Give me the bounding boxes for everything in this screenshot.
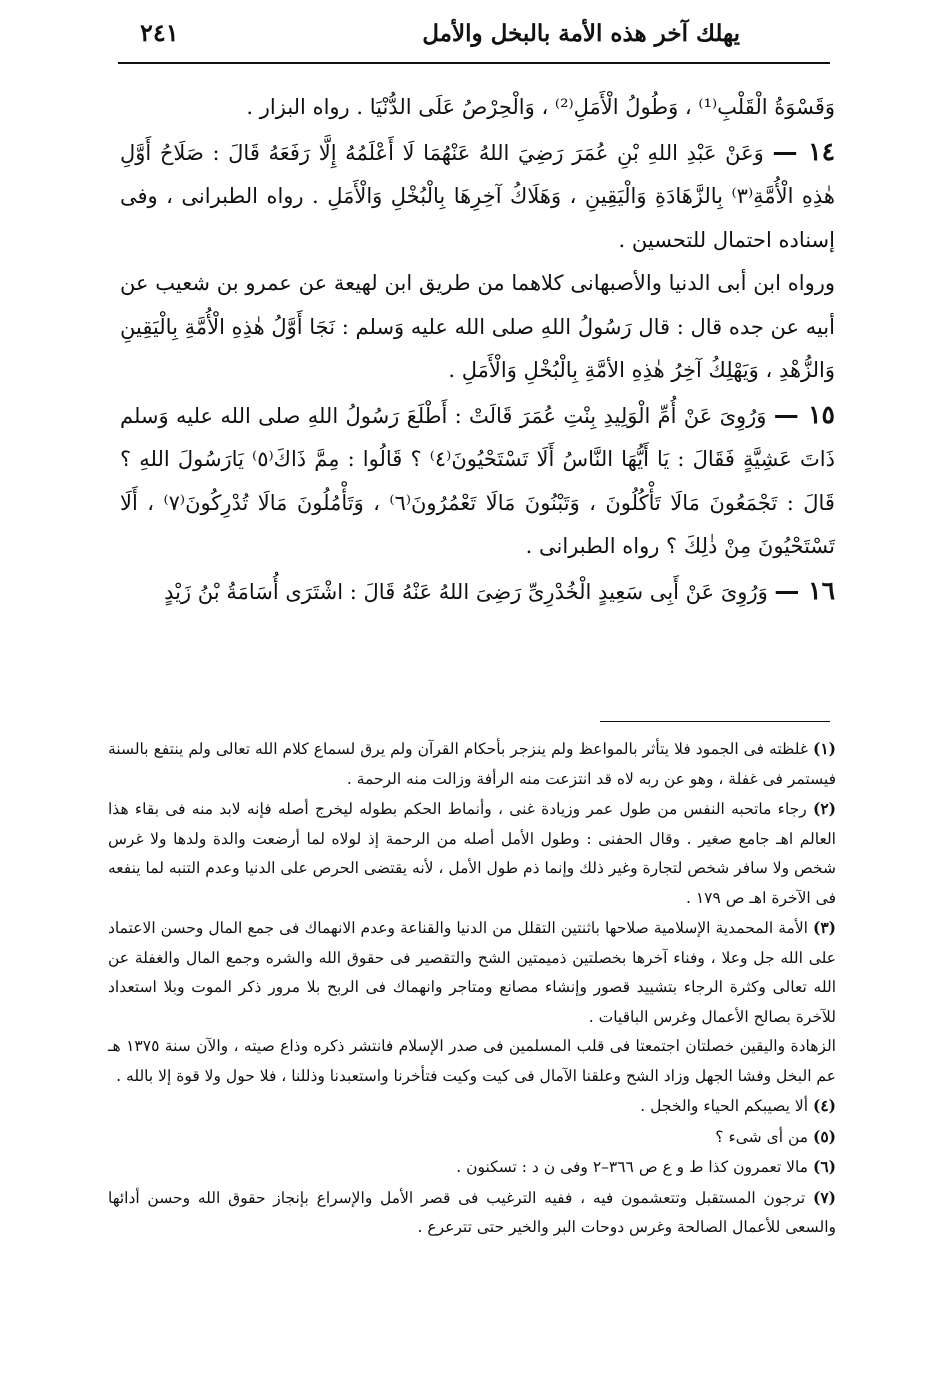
footnote-number-7: (٧) [812, 1187, 836, 1207]
main-text [120, 86, 835, 614]
footnote-7 [108, 1183, 836, 1243]
hadith-16-text: وَرُوِىَ عَنْ أَبِى سَعِيدٍ الْخُدْرِىِّ رَضِىَ اللهُ عَنْهُ قَالَ : اشْتَرَى أُسَامَةُ بْنُ زَيْدٍ [164, 579, 768, 604]
footnote-number-2: (٢) [812, 799, 836, 818]
footnote-1 [108, 734, 836, 794]
footnote-number-4: (٤) [812, 1096, 836, 1115]
footnote-number-5: (٥) [812, 1126, 836, 1146]
paragraph-ibn-abi-dunya: ورواه ابن أبى الدنيا والأصبهانى كلاهما من طريق ابن لهيعة عن عمرو بن شعيب عن أبيه عن جده قال : قال رَسُولُ اللهِ صلى الله عليه وَسلم : نَجَا أَوَّلُ هٰذِهِ الْأُمَّةِ بِالْيَقِينِ وَالزُّهْدِ ، وَيَهْلِكُ آخِرُ هٰذِهِ الأمَّةِ بِالْبُخْلِ وَالْأَمَلِ . [120, 271, 835, 382]
hadith-number-16: ١٦ — [774, 575, 835, 605]
footnote-5-text: من أى شىء ؟ [715, 1127, 809, 1146]
hadith-number-15: ١٥ — [773, 399, 835, 429]
footnotes [108, 734, 836, 1243]
footnote-2 [108, 794, 836, 913]
footnote-3-text: الأمة المحمدية الإسلامية صلاحها باثنتين التقلل من الدنيا والقناعة وعدم الانهماك فى جمع المال وحسن الاعتماد على الله جل وعلا ، وفناء آخرها بخصلتين ذميمتين الشح والتقصير فى حقوق الله والشره وجمع المال والغفلة عن الله تعالى وكثرة الرجاء بتشييد قصور وإنشاء مصانع ومتاجر وانهماك فى الربح بلا مرور ذكر الموت وبلا استعداد للآخرة بصالح الأعمال وغرس الباقيات . [108, 919, 836, 1026]
footnote-4-text: ألا يصيبكم الحياء والخجل . [640, 1097, 809, 1115]
hadith-14 [120, 130, 835, 263]
hadith-15-text: وَرُوِىَ عَنْ أُمِّ الْوَلِيدِ بِنْتِ عُمَرَ قَالَتْ : أَطْلَعَ رَسُولُ اللهِ صلى الله عليه وَسلم ذَاتَ عَشِيَّةٍ فَقَالَ : يَا أَيُّهَا النَّاسُ أَلَا تَسْتَحْيُونَ⁽٤⁾ ؟ قَالُوا : مِمَّ ذَاكَ⁽٥⁾ يَارَسُولَ اللهِ ؟ قَالَ : تَجْمَعُونَ مَالَا تَأْكُلُونَ ، وَتَبْنُونَ مَالَا تَعْمُرُونَ⁽٦⁾ ، وَتَأْمُلُونَ مَالَا تُدْرِكُونَ⁽٧⁾ ، أَلَا تَسْتَحْيُونَ مِنْ ذٰلِكَ ؟ رواه الطبرانى . [120, 403, 835, 558]
footnote-4 [108, 1091, 836, 1122]
paragraph-opening: وَقَسْوَةُ الْقَلْبِ⁽¹⁾ ، وَطُولُ الْأَمَلِ⁽²⁾ ، وَالْحِرْصُ عَلَى الدُّنْيَا . رواه البزار . [246, 95, 835, 119]
header-rule [118, 62, 830, 64]
footnote-2-text: رجاء ماتحبه النفس من طول عمر وزيادة غنى ، وأنماط الحكم بطوله ليخرج أصله فإنه لابد منه فى بقاء هذا العالم اهـ جامع صغير . وقال الحفنى : وطول الأمل أصله من الرحمة إذ لولاه لما أرضعت والدة ولدها ولا غرس شخص ولا سافر شخص لتجارة وغير ذلك وإنما ذم طول الأمل ، لأنه يقتضى الحرص على الدنيا وعدم التنبه لما ينفعه فى الآخرة اهـ ص ١٧٩ . [108, 800, 836, 907]
page-number: ٢٤١ [140, 18, 179, 47]
footnote-6 [108, 1152, 836, 1183]
hadith-number-14: ١٤ — [772, 136, 835, 166]
footnote-1-text: غلظته فى الجمود فلا يتأثر بالمواعظ ولم ينزجر بأحكام القرآن ولم يرق لسماع كلام الله تعالى ولم ينتفع بالسنة فيستمر فى غفلة ، وهو عن ربه لاه قد انتزعت منه الرأفة وزالت منه الرحمة . [108, 740, 836, 788]
footnote-3-continuation: الزهادة واليقين خصلتان اجتمعتا فى قلب المسلمين فى صدر الإسلام فانتشر ذكره وذاع صيته ، والآن سنة ١٣٧٥ هـ عم البخل وفشا الجهل وزاد الشح وعلقنا الآمال فى كيت وكيت فتأخرنا واستعبدنا وذللنا ، فلا حول ولا قوة إلا بالله . [108, 1037, 836, 1085]
page-header [118, 12, 830, 56]
footnote-number-6: (٦) [812, 1157, 836, 1176]
footnote-number-3: (٣) [812, 918, 836, 937]
footnote-7-text: ترجون المستقبل وتتعشمون فيه ، ففيه الترغيب فى قصر الأمل والإسراع بإنجاز حقوق الله وحسن أدائها والسعى للأعمال الصالحة وغرس دوحات البر والخير حتى تترعرع . [108, 1188, 836, 1236]
running-title: يهلك آخر هذه الأمة بالبخل والأمل [422, 20, 740, 47]
footnote-5 [108, 1122, 836, 1153]
footnote-number-1: (١) [812, 739, 836, 758]
hadith-14-text: وَعَنْ عَبْدِ اللهِ بْنِ عُمَرَ رَضِيَ اللهُ عَنْهُمَا لَا أَعْلَمُهُ إِلَّا رَفَعَهُ قَالَ : صَلَاحُ أَوَّلِ هٰذِهِ الْأُمَّةِ⁽٣⁾ بِالزَّهَادَةِ وَالْيَقِينِ ، وَهَلَاكُ آخِرِهَا بِالْبُخْلِ وَالْأَمَلِ . رواه الطبرانى ، وفى إسناده احتمال للتحسين . [120, 140, 835, 252]
hadith-15 [120, 393, 835, 569]
hadith-16 [120, 569, 835, 615]
footnote-3 [108, 913, 836, 1032]
footnote-separator [600, 721, 830, 722]
footnote-6-text: مالا تعمرون كذا ط و ع ص ٣٦٦–٢ وفى ن د : تسكنون . [456, 1158, 809, 1176]
